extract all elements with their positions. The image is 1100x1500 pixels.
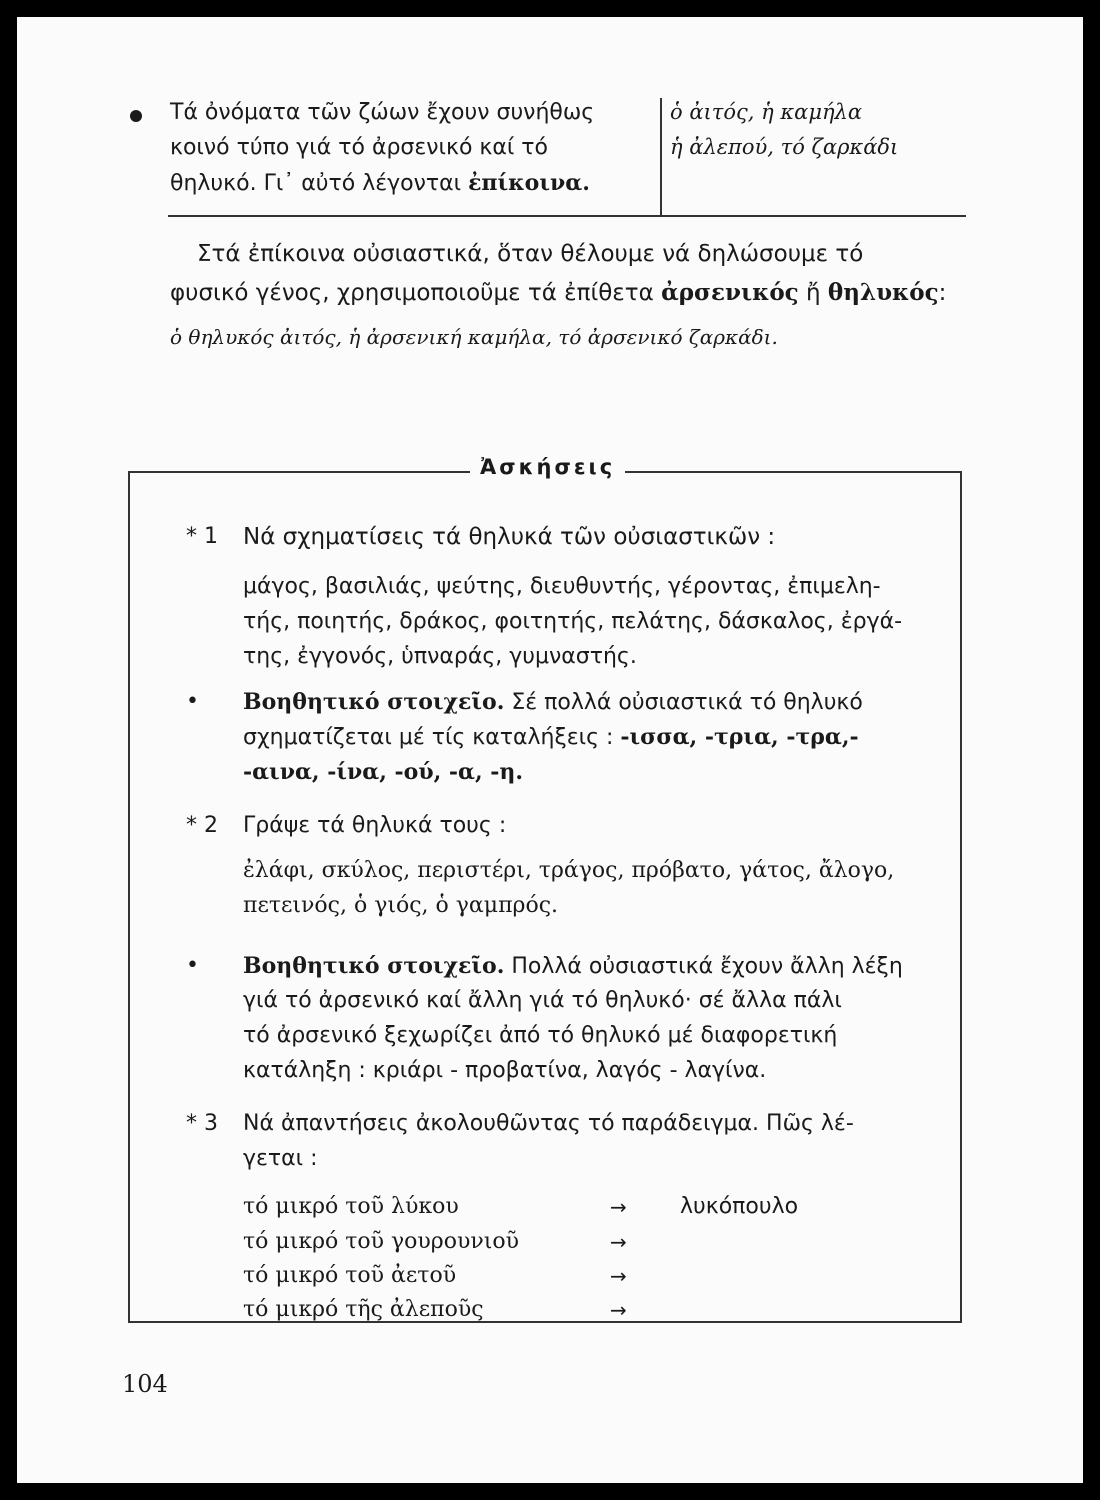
exercise-2-marker: * 2 <box>186 813 218 838</box>
hint-2-line-2: γιά τό ἀρσενικό καί ἄλλη γιά τό θηλυκό· σέ ἄλλα πάλι <box>243 988 842 1013</box>
paragraph-line-2 <box>170 279 946 307</box>
hint-1-endings-2: -αινα, -ίνα, -ού, -α, -η. <box>243 759 524 785</box>
exercise-3-prompt-2: γεται : <box>243 1146 318 1171</box>
bullet-icon <box>130 110 142 122</box>
hint-2-bullet: • <box>186 953 199 978</box>
exercise-3-prompt-1: Νά ἀπαντήσεις ἀκολουθῶντας τό παράδειγμα. Πῶς λέ- <box>243 1111 854 1136</box>
paragraph-example: ὁ θηλυκός ἀιτός, ἡ ἀρσενική καμήλα, τό ἀρσενικό ζαρκάδι. <box>170 325 778 349</box>
exercise-1-line-2: τής, ποιητής, δράκος, φοιτητής, πελάτης, δάσκαλος, ἐργά- <box>243 609 903 634</box>
intro-line-3 <box>170 170 660 198</box>
intro-term: ἐπίκοινα. <box>468 170 590 196</box>
hint-1-line-2 <box>243 723 859 752</box>
exercise-1-line-3: της, ἐγγονός, ὑπναράς, γυμναστής. <box>243 644 637 669</box>
hint-1-text: Σέ πολλά οὐσιαστικά τό θηλυκό <box>511 690 863 715</box>
intro-example-1: ὁ ἀιτός, ἡ καμήλα <box>670 100 863 124</box>
exercise-3-row-1-answer: λυκόπουλο <box>680 1194 799 1219</box>
adjective-feminine: θηλυκός <box>827 279 939 306</box>
exercise-1-marker: * 1 <box>186 524 218 549</box>
intro-example-2: ἡ ἀλεπού, τό ζαρκάδι <box>670 135 899 159</box>
intro-examples <box>670 100 898 170</box>
exercise-1-line-1: μάγος, βασιλιάς, ψεύτης, διευθυντής, γέροντας, ἐπιμελη- <box>243 574 881 599</box>
exercise-2-line-1: ἐλάφι, σκύλος, περιστέρι, τράγος, πρόβατο, γάτος, ἄλογο, <box>243 858 895 883</box>
intro-line-2: κοινό τύπο γιά τό ἀρσενικό καί τό <box>170 135 549 160</box>
hint-2-line-4: κατάληξη : κριάρι - προβατίνα, λαγός - λαγίνα. <box>243 1058 767 1083</box>
adjective-masculine: ἀρσενικός <box>661 279 799 306</box>
page-number: 104 <box>122 1370 168 1398</box>
hint-1-line-1 <box>243 688 863 717</box>
arrow-right-icon: → <box>610 1298 627 1322</box>
exercises-title: Ἀσκήσεις <box>470 452 625 482</box>
exercise-3-row-2-left: τό μικρό τοῦ γουρουνιοῦ <box>243 1229 519 1254</box>
exercise-1-prompt: Νά σχηματίσεις τά θηλυκά τῶν οὐσιαστικῶν : <box>243 524 776 550</box>
hint-1-bullet: • <box>186 689 199 714</box>
hint-2-line-1 <box>243 952 903 981</box>
intro-line-3-text: θηλυκό. Γι᾽ αὐτό λέγονται <box>170 171 462 196</box>
arrow-right-icon: → <box>610 1264 627 1288</box>
paragraph-line-2-text: φυσικό γένος, χρησιμοποιοῦμε τά ἐπίθετα <box>170 280 654 306</box>
hint-2-line-3: τό ἀρσενικό ξεχωρίζει ἀπό τό θηλυκό μέ διαφορετική <box>243 1023 838 1048</box>
exercise-3-row-4-left: τό μικρό τῆς ἀλεποῦς <box>243 1297 484 1322</box>
paragraph-line-1: Στά ἐπίκοινα οὐσιαστικά, ὅταν θέλουμε νά δηλώσουμε τό <box>197 241 864 267</box>
horizontal-rule <box>168 215 966 217</box>
exercise-2-line-2: πετεινός, ὁ γιός, ὁ γαμπρός. <box>243 893 559 918</box>
vertical-rule <box>660 98 662 216</box>
exercise-3-row-1-left: τό μικρό τοῦ λύκου <box>243 1194 459 1219</box>
arrow-right-icon: → <box>610 1195 627 1219</box>
paragraph-conjunction: ἤ <box>805 280 821 306</box>
intro-line-1: Τά ὀνόματα τῶν ζώων ἔχουν συνήθως <box>170 100 595 125</box>
arrow-right-icon: → <box>610 1230 627 1254</box>
exercise-3-row-3-left: τό μικρό τοῦ ἀετοῦ <box>243 1263 457 1288</box>
intro-text <box>170 100 660 205</box>
hint-2-label: Βοηθητικό στοιχεῖο. <box>243 953 505 979</box>
hint-1-line-2-text: σχηματίζεται μέ τίς καταλήξεις : <box>243 725 614 750</box>
paragraph-colon: : <box>938 280 947 306</box>
exercise-3-marker: * 3 <box>186 1111 218 1136</box>
hint-1-endings-1: -ισσα, -τρια, -τρα,- <box>620 724 859 750</box>
hint-1-label: Βοηθητικό στοιχεῖο. <box>243 689 505 715</box>
exercise-2-prompt: Γράψε τά θηλυκά τους : <box>243 813 507 838</box>
hint-2-text: Πολλά οὐσιαστικά ἔχουν ἄλλη λέξη <box>511 954 903 979</box>
